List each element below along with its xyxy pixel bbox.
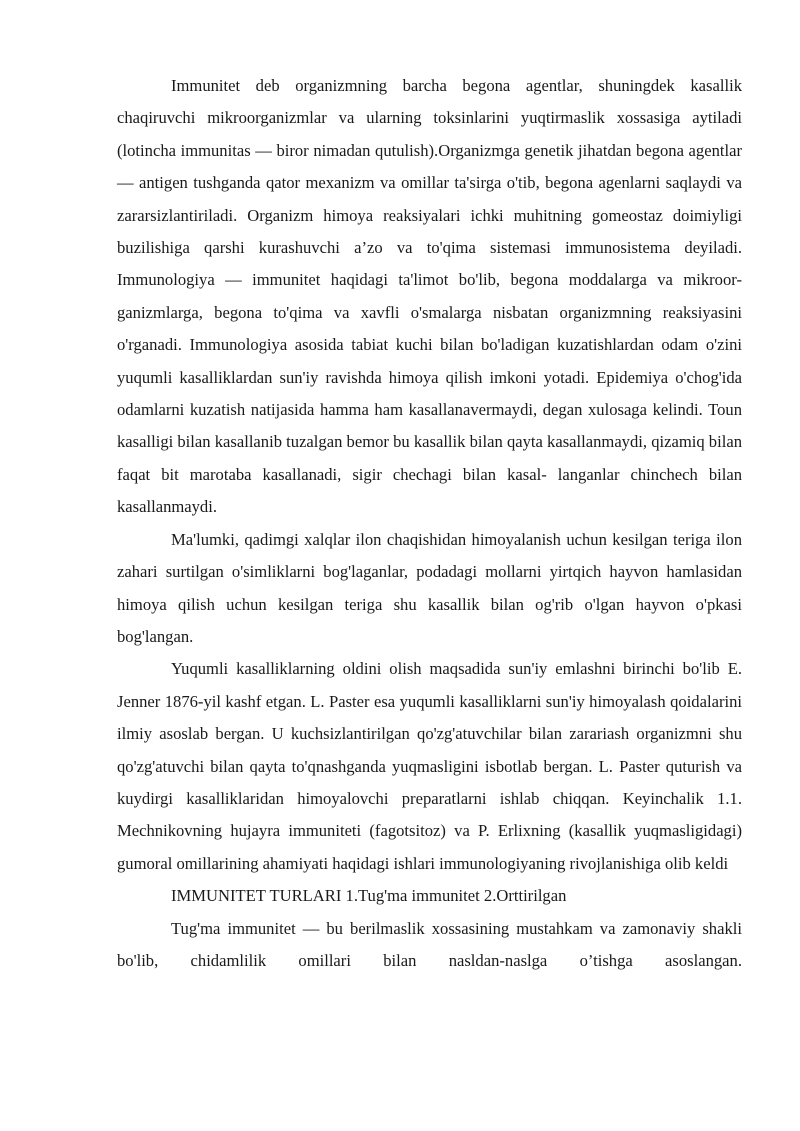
paragraph-ancient-protection: Ma'lumki, qadimgi xalqlar ilon chaqishidan himoyalanish uchun kesilgan teriga ilon zahari surtilgan o'simliklarni bog'laganlar, podadagi mollarni yirtqich hayvon hamlasidan himoya qilish uchun kesilgan teriga shu kasallik bilan og'rib o'lgan hayvon o'pkasi bog'langan. (117, 529, 742, 646)
paragraph-vaccination-history: Yuqumli kasalliklarning oldini olish maqsadida sun'iy emlashni birinchi bo'lib E. Jenner 1876-yil kashf etgan. L. Paster esa yuqumli kasalliklarni sun'iy himoyalash qoidalarini ilmiy asoslab bergan. U kuchsizlantirilgan qo'zg'atuvchilar bilan zarariash organizmni shu qo'zg'atuvchi bilan qayta to'qnashganda yuqmasligini isbotlab bergan. L. Paster quturish va kuydirgi kasalliklaridan himoyalovchi preparatlarni ishlab chiqqan. Keyinchalik 1.1. Mechnikovning hujayra immuniteti (fagotsitoz) va P. Erlixning (kasallik yuqmasligidagi) gumoral omillarining ahamiyati haqidagi ishlari immunologiyaning rivojlanishiga olib keldi (117, 659, 742, 873)
section-heading-immunity-types: IMMUNITET TURLARI 1.Tug'ma immunitet 2.Orttirilgan (171, 886, 567, 906)
paragraph-innate-immunity: Tug'ma immunitet — bu berilmaslik xossasining mustahkam va zamonaviy shakli bo'lib, chidamlilik omillari bilan nasldan-naslga o’tishga asoslangan. (117, 918, 742, 970)
document-page (117, 70, 742, 977)
paragraph-immunity-definition: Immunitet deb organizmning barcha begona agentlar, shuningdek kasallik chaqiruvchi mikroorganizmlar va ularning toksinlarini yuqtirmaslik xossasiga aytiladi (lotincha immunitas — biror nimadan qutulish).Organizmga genetik jihatdan begona agentlar — antigen tushganda qator mexanizm va omillar ta'sirga o'tib, begona agenlarni saqlaydi va zararsizlantiriladi. Organizm himoya reaksiyalari ichki muhitning gomeostaz doimiyligi buzilishiga qarshi kurashuvchi a’zo va to'qima sistemasi immunosistema deyiladi. Immunologiya — immunitet haqidagi ta'limot bo'lib, begona moddalarga va mikroor- ganizmlarga, begona to'qima va xavfli o'smalarga nisbatan organizmning reaksiyasini o'rganadi. Immunologiya asosida tabiat kuchi bilan bo'ladigan kuzatishlardan odam o'zini yuqumli kasalliklardan sun'iy ravishda himoya qilish imkoni yotadi. Epidemiya o'chog'ida odamlarni kuzatish natijasida hamma ham kasallanavermaydi, degan xulosaga kelindi. Toun kasalligi bilan kasallanib tuzalgan bemor bu kasallik bilan qayta kasallanmaydi, qizamiq bilan faqat bit marotaba kasallanadi, sigir chechagi bilan kasal- langanlar chinchech bilan kasallanmaydi. (117, 76, 742, 517)
